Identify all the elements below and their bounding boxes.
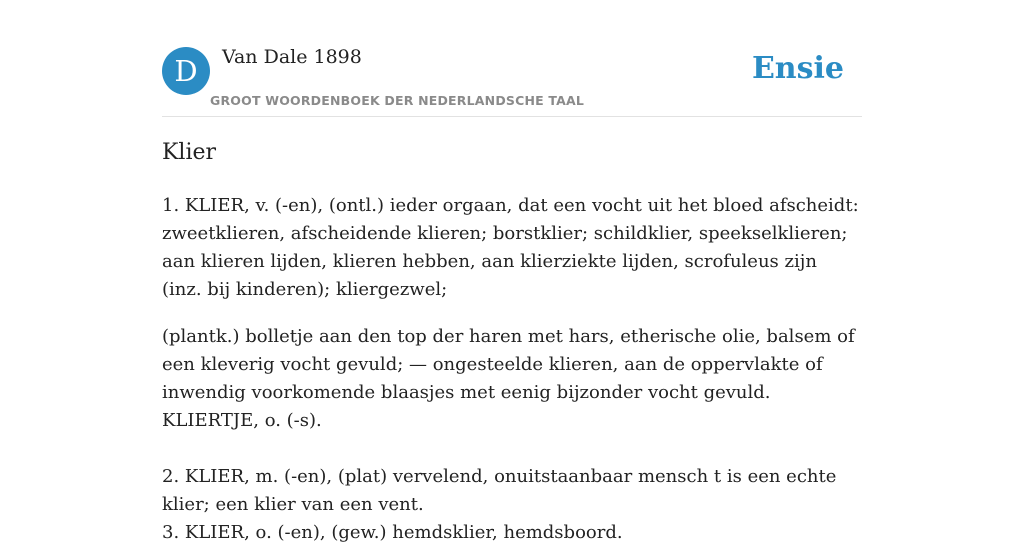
entry-title: Klier: [162, 140, 217, 165]
entry-definition: [162, 192, 862, 547]
dictionary-title[interactable]: Van Dale 1898: [222, 46, 362, 68]
definition-paragraph: (plantk.) bolletje aan den top der haren met hars, etherische olie, balsem of een kleverig vocht gevuld; — ongesteelde klieren, aan de oppervlakte of inwendig voorkomende blaasjes met eenig bijzonder vocht gevuld. KLIERTJE, o. (-s).: [162, 326, 855, 431]
site-header: [162, 46, 862, 117]
dictionary-subtitle: GROOT WOORDENBOEK DER NEDERLANDSCHE TAAL: [210, 93, 585, 108]
definition-paragraph: 1. KLIER, v. (-en), (ontl.) ieder orgaan, dat een vocht uit het bloed afscheidt: zweetklieren, afscheidende klieren; borstklier; schildklier, speekselklieren; aan klieren lijden, klieren hebben, aan klierziekte lijden, scrofuleus zijn (inz. bij kinderen); kliergezwel;: [162, 195, 859, 300]
dictionary-logo[interactable]: D: [162, 47, 210, 95]
definition-paragraph: 2. KLIER, m. (-en), (plat) vervelend, onuitstaanbaar mensch t is een echte klier; een klier van een vent.: [162, 466, 837, 515]
ensie-logo[interactable]: Ensie: [751, 51, 844, 86]
definition-paragraph: 3. KLIER, o. (-en), (gew.) hemdsklier, hemdsboord.: [162, 522, 623, 543]
